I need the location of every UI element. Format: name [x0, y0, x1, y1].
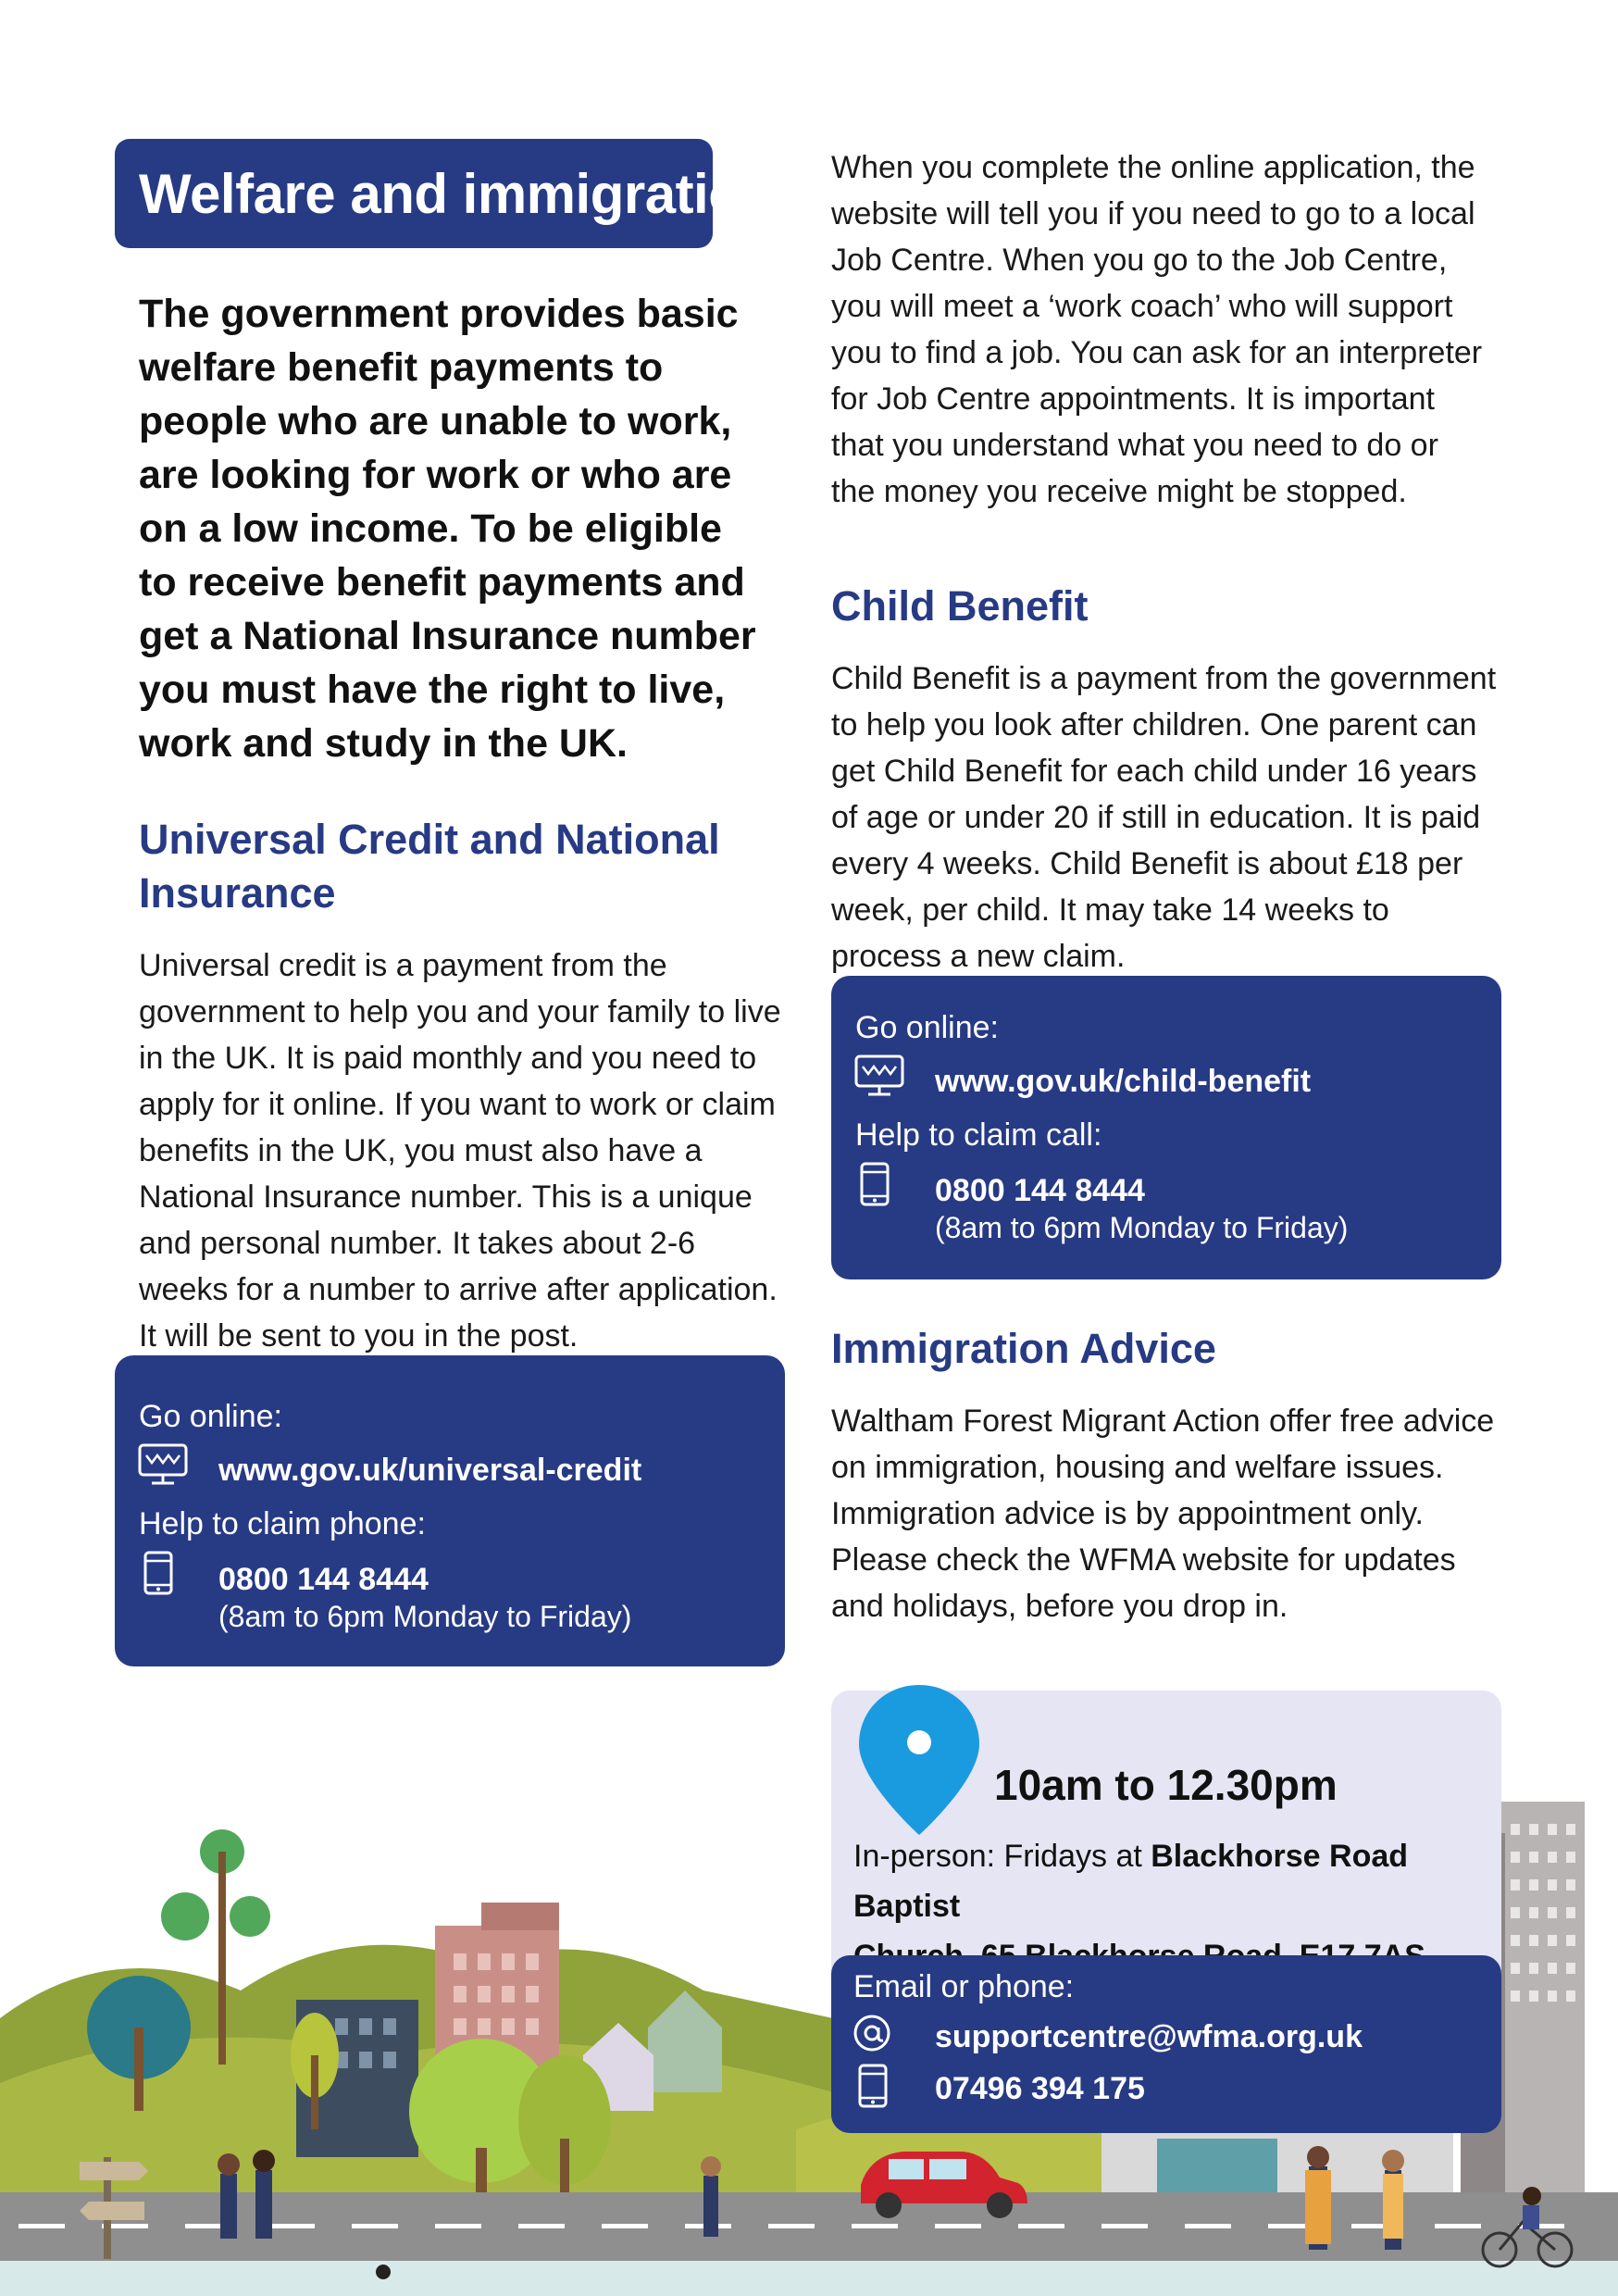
computer-monitor-icon — [853, 1054, 905, 1098]
immigration-advice-body: Waltham Forest Migrant Action offer free advice on immigration, housing and welfare issues. Immigration advice is by appointment only. Please check the WFMA website for updates and holidays, before you drop in. — [831, 1404, 1495, 1624]
inperson-place-line1: Blackhorse Road Baptist — [853, 1839, 1409, 1924]
online-label: Go online: — [139, 1399, 282, 1434]
universal-credit-info-box — [115, 1355, 785, 1666]
computer-monitor-icon — [137, 1442, 189, 1487]
mobile-phone-icon — [859, 1161, 890, 1207]
immigration-advice-heading: Immigration Advice — [831, 1325, 1216, 1372]
page-title-banner — [115, 139, 776, 248]
universal-credit-phone-number[interactable]: 0800 144 8444 — [218, 1562, 429, 1597]
mobile-phone-icon — [143, 1550, 174, 1596]
child-benefit-heading: Child Benefit — [831, 582, 1089, 630]
location-pin-icon — [855, 1681, 983, 1839]
email-link[interactable]: supportcentre@wfma.org.uk — [935, 2019, 1363, 2054]
online-label: Go online: — [855, 1010, 999, 1045]
child-benefit-info-box — [831, 976, 1501, 1279]
page-title: Welfare and immigration — [139, 162, 776, 225]
universal-credit-url-link[interactable]: www.gov.uk/universal-credit — [218, 1453, 642, 1488]
intro-paragraph: The government provides basic welfare benefit payments to people who are unable to work, are looking for work or who are on a low income. To be eligible to receive benefit payments and get a National Insurance number you must have the right to live, work and study in the UK. — [139, 292, 756, 766]
at-sign-icon — [852, 2013, 892, 2053]
child-benefit-url-link[interactable]: www.gov.uk/child-benefit — [935, 1064, 1312, 1099]
contact-label: Email or phone: — [853, 1969, 1075, 2004]
immigration-phone-number[interactable]: 07496 394 175 — [935, 2071, 1145, 2106]
job-centre-paragraph: When you complete the online application, the website will tell you if you need to go to a local Job Centre. When you go to the Job Centre, you will meet a ‘work coach’ who will support you to find a job. You can ask for an interpreter for Job Centre appointments. It is important that you understand what you need to do or the money you receive might be stopped. — [831, 150, 1483, 509]
universal-credit-phone-hours: (8am to 6pm Monday to Friday) — [218, 1600, 632, 1633]
phone-label: Help to claim phone: — [139, 1506, 426, 1541]
immigration-contact-box — [831, 1955, 1501, 2133]
child-benefit-phone-hours: (8am to 6pm Monday to Friday) — [935, 1211, 1349, 1244]
immigration-hours: 10am to 12.30pm — [994, 1761, 1338, 1809]
child-benefit-body: Child Benefit is a payment from the government to help you look after children. One parent can get Child Benefit for each child under 16 years of age or under 20 if still in education. It is paid every 4 weeks. Child Benefit is about £18 per week, per child. It may take 14 weeks to process a new claim. — [831, 661, 1497, 974]
universal-credit-heading: Universal Credit and National Insurance — [139, 816, 720, 917]
inperson-prefix: In-person: Fridays at — [853, 1839, 1151, 1874]
universal-credit-body: Universal credit is a payment from the government to help you and your family to live in the UK. It is paid monthly and you need to apply for it online. If you want to work or claim benefits in the UK, you must also have a National Insurance number. This is a unique and personal number. It takes about 2-6 weeks for a number to arrive after application. It will be sent to you in the post. — [139, 948, 781, 1354]
mobile-phone-icon — [857, 2063, 889, 2109]
phone-label: Help to claim call: — [855, 1117, 1102, 1153]
child-benefit-phone-number[interactable]: 0800 144 8444 — [935, 1173, 1145, 1208]
